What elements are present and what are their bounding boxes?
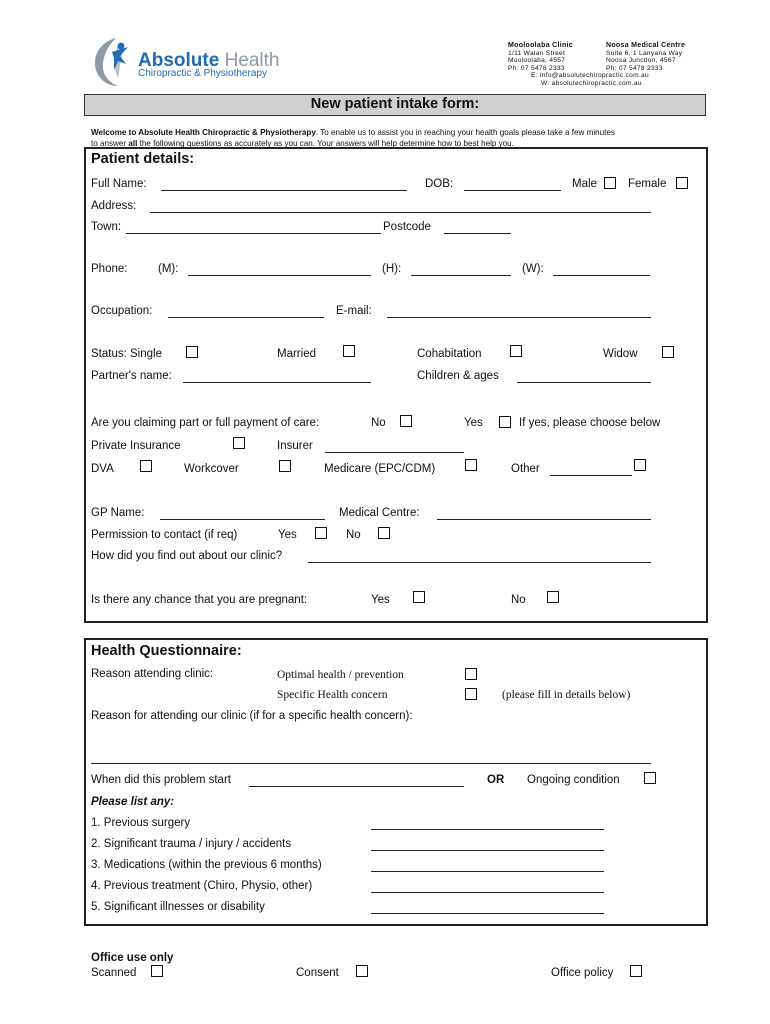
clinic-right-line2: Noosa Junction, 4567: [606, 57, 676, 65]
list-item-field[interactable]: [371, 913, 604, 914]
private-insurance-checkbox[interactable]: [233, 437, 245, 449]
or-label: OR: [487, 774, 505, 786]
intro-text2b: all: [128, 139, 138, 148]
insurer-field[interactable]: [325, 452, 464, 453]
if-yes-label: If yes, please choose below: [519, 417, 661, 429]
scanned-label: Scanned: [91, 967, 137, 979]
list-item: 3. Medications (within the previous 6 months): [91, 859, 322, 871]
clinic-left: [508, 42, 573, 72]
female-label: Female: [628, 178, 667, 190]
logo-tagline: Chiropractic & Physiotherapy: [138, 68, 267, 79]
home-label: (H):: [382, 263, 402, 275]
male-label: Male: [572, 178, 597, 190]
clinic-right-phone: Ph: 07 5478 2333: [606, 64, 663, 72]
town-label: Town:: [91, 221, 122, 233]
clinic-left-phone: Ph: 07 5478 2333: [508, 64, 565, 72]
fill-details-note: (please fill in details below): [502, 689, 631, 701]
list-item-field[interactable]: [371, 850, 604, 851]
logo-name-bold: Absolute: [138, 50, 220, 71]
medical-centre-label: Medical Centre:: [339, 507, 420, 519]
reason-specific-label: Reason for attending our clinic (if for a specific health concern):: [91, 710, 413, 722]
dva-checkbox[interactable]: [140, 460, 152, 472]
full-name-field[interactable]: [161, 190, 407, 191]
office-use-heading: Office use only: [91, 952, 174, 964]
clinic-web: W: absolutechiropractic.com.au: [541, 80, 642, 87]
gp-name-field[interactable]: [160, 519, 325, 520]
optimal-health-label: Optimal health / prevention: [277, 669, 404, 681]
permission-yes-checkbox[interactable]: [315, 527, 327, 539]
list-item: 2. Significant trauma / injury / accidents: [91, 838, 292, 850]
reason-attending-label: Reason attending clinic:: [91, 668, 214, 680]
claiming-yes-label: Yes: [464, 417, 483, 429]
clinic-left-line1: 1/11 Walan Street: [508, 49, 566, 57]
logo-swoosh-icon: [90, 34, 140, 90]
dob-label: DOB:: [425, 178, 454, 190]
gp-name-label: GP Name:: [91, 507, 145, 519]
intro-text2a: to answer: [91, 139, 129, 148]
address-field[interactable]: [150, 212, 651, 213]
children-field[interactable]: [517, 382, 651, 383]
specific-concern-label: Specific Health concern: [277, 689, 388, 701]
when-start-label: When did this problem start: [91, 774, 231, 786]
other-field[interactable]: [550, 475, 632, 476]
cohabitation-checkbox[interactable]: [510, 345, 522, 357]
how-find-label: How did you find out about our clinic?: [91, 550, 283, 562]
pregnant-yes-checkbox[interactable]: [413, 591, 425, 603]
male-checkbox[interactable]: [604, 177, 616, 189]
postcode-label: Postcode: [383, 221, 431, 233]
widow-label: Widow: [603, 348, 638, 360]
permission-label: Permission to contact (if req): [91, 529, 238, 541]
medicare-label: Medicare (EPC/CDM): [324, 463, 436, 475]
occupation-label: Occupation:: [91, 305, 153, 317]
partner-label: Partner's name:: [91, 370, 172, 382]
consent-checkbox[interactable]: [356, 965, 368, 977]
claiming-no-label: No: [371, 417, 386, 429]
married-label: Married: [277, 348, 316, 360]
list-item-field[interactable]: [371, 871, 604, 872]
email-label: E-mail:: [336, 305, 372, 317]
insurer-label: Insurer: [277, 440, 313, 452]
list-any-label: Please list any:: [91, 796, 175, 808]
children-label: Children & ages: [417, 370, 499, 382]
list-item: 1. Previous surgery: [91, 817, 191, 829]
clinic-right-name: Noosa Medical Centre: [606, 42, 686, 49]
email-field[interactable]: [387, 317, 651, 318]
list-item-field[interactable]: [371, 892, 604, 893]
intro-bold: Welcome to Absolute Health Chiropractic & Physiotherapy: [91, 128, 316, 137]
partner-field[interactable]: [183, 382, 371, 383]
permission-no-checkbox[interactable]: [378, 527, 390, 539]
intro-text2c: the following questions as accurately as you can. Your answers will help determine how to best help you.: [137, 139, 514, 148]
full-name-label: Full Name:: [91, 178, 147, 190]
list-item: 4. Previous treatment (Chiro, Physio, other): [91, 880, 313, 892]
claiming-no-checkbox[interactable]: [400, 415, 412, 427]
clinic-email: E: info@absolutechiropractic.com.au: [531, 72, 649, 79]
pregnant-label: Is there any chance that you are pregnant:: [91, 594, 308, 606]
mobile-field[interactable]: [188, 275, 371, 276]
list-item: 5. Significant illnesses or disability: [91, 901, 265, 913]
private-insurance-label: Private Insurance: [91, 440, 181, 452]
ongoing-label: Ongoing condition: [527, 774, 620, 786]
claiming-yes-checkbox[interactable]: [499, 416, 511, 428]
pregnant-no-label: No: [511, 594, 526, 606]
clinic-left-line2: Mooloolaba, 4557: [508, 57, 566, 65]
clinic-right: [606, 42, 685, 72]
phone-label: Phone:: [91, 263, 128, 275]
logo-name-light: Health: [224, 50, 280, 71]
office-policy-checkbox[interactable]: [630, 965, 642, 977]
work-label: (W):: [522, 263, 544, 275]
intro-text: [91, 127, 615, 149]
workcover-checkbox[interactable]: [279, 460, 291, 472]
reason-specific-field[interactable]: [91, 763, 651, 764]
permission-yes-label: Yes: [278, 529, 297, 541]
patient-details-heading: Patient details:: [91, 151, 195, 167]
claiming-label: Are you claiming part or full payment of care:: [91, 417, 320, 429]
health-questionnaire-heading: Health Questionnaire:: [91, 643, 242, 659]
postcode-field[interactable]: [444, 233, 511, 234]
how-find-field[interactable]: [308, 562, 651, 563]
town-field[interactable]: [126, 233, 381, 234]
consent-label: Consent: [296, 967, 339, 979]
occupation-field[interactable]: [168, 317, 324, 318]
pregnant-yes-label: Yes: [371, 594, 390, 606]
cohabitation-label: Cohabitation: [417, 348, 482, 360]
status-single-label: Status: Single: [91, 348, 162, 360]
medical-centre-field[interactable]: [437, 519, 651, 520]
mobile-label: (M):: [158, 263, 179, 275]
scanned-checkbox[interactable]: [151, 965, 163, 977]
specific-concern-checkbox[interactable]: [465, 688, 477, 700]
widow-checkbox[interactable]: [662, 346, 674, 358]
pregnant-no-checkbox[interactable]: [547, 591, 559, 603]
when-start-field[interactable]: [249, 786, 464, 787]
home-phone-field[interactable]: [411, 275, 511, 276]
medicare-checkbox[interactable]: [465, 459, 477, 471]
married-checkbox[interactable]: [343, 345, 355, 357]
workcover-label: Workcover: [184, 463, 239, 475]
list-item-field[interactable]: [371, 829, 604, 830]
other-label: Other: [511, 463, 540, 475]
clinic-left-name: Mooloolaba Clinic: [508, 42, 573, 49]
address-label: Address:: [91, 200, 137, 212]
female-checkbox[interactable]: [676, 177, 688, 189]
dva-label: DVA: [91, 463, 114, 475]
single-checkbox[interactable]: [186, 346, 198, 358]
form-title: New patient intake form:: [310, 96, 480, 112]
ongoing-checkbox[interactable]: [644, 772, 656, 784]
optimal-health-checkbox[interactable]: [465, 668, 477, 680]
dob-field[interactable]: [464, 190, 561, 191]
permission-no-label: No: [346, 529, 361, 541]
work-phone-field[interactable]: [553, 275, 650, 276]
clinic-right-line1: Suite 6, 1 Lanyana Way: [606, 49, 683, 57]
intro-text1: . To enable us to assist you in reaching your health goals please take a few minutes: [315, 128, 615, 137]
other-checkbox[interactable]: [634, 459, 646, 471]
office-policy-label: Office policy: [551, 967, 614, 979]
